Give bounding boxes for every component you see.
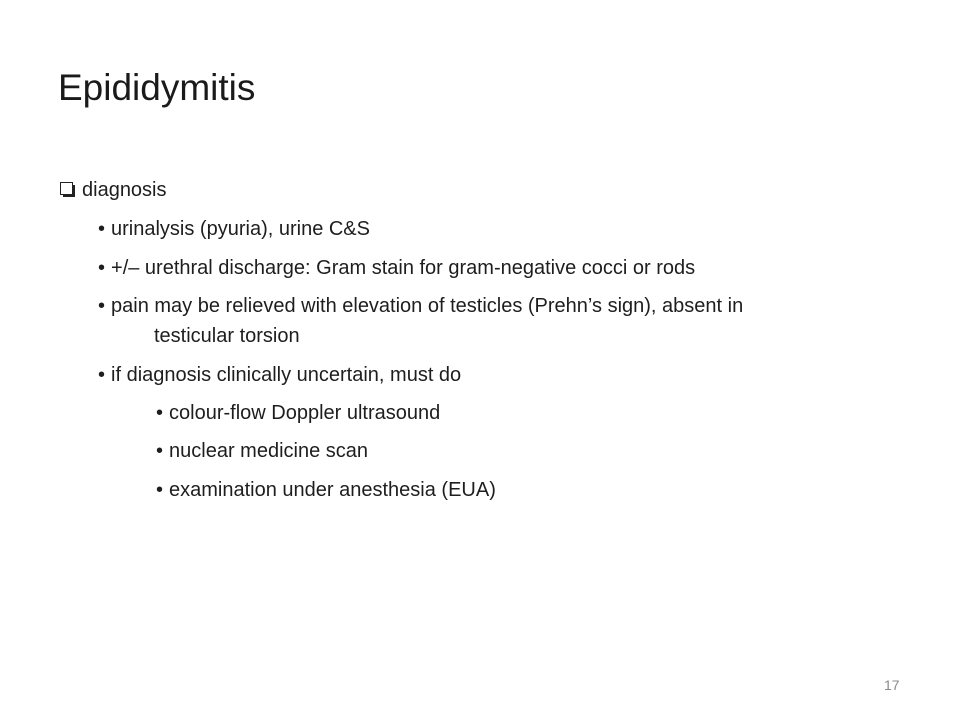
list-item	[98, 293, 743, 319]
list-item	[98, 362, 461, 388]
bullet-dot-icon: •	[98, 218, 106, 240]
list-item	[98, 255, 695, 281]
list-item-text: pain may be relieved with elevation of testicles (Prehn’s sign), absent in	[111, 295, 744, 317]
bullet-dot-icon: •	[98, 295, 106, 317]
list-item-text: if diagnosis clinically uncertain, must do	[111, 364, 462, 386]
bullet-dot-icon: •	[156, 440, 164, 462]
list-item-text: +/– urethral discharge: Gram stain for gram-negative cocci or rods	[111, 257, 696, 279]
sub-list-item-text: colour-flow Doppler ultrasound	[169, 402, 441, 424]
section-heading-label: diagnosis	[82, 179, 167, 201]
checkbox-bullet-icon	[60, 182, 75, 197]
bullet-dot-icon: •	[98, 257, 106, 279]
bullet-dot-icon: •	[156, 402, 164, 424]
section-heading	[60, 177, 167, 203]
list-item-text: urinalysis (pyuria), urine C&S	[111, 218, 370, 240]
slide-title: Epididymitis	[58, 67, 256, 108]
list-item	[98, 216, 370, 242]
sub-list-item	[156, 438, 368, 464]
sub-list-item-text: examination under anesthesia (EUA)	[169, 479, 496, 501]
sub-list-item-text: nuclear medicine scan	[169, 440, 369, 462]
bullet-dot-icon: •	[156, 479, 164, 501]
page-number: 17	[884, 677, 900, 693]
sub-list-item	[156, 477, 496, 503]
sub-list-item	[156, 400, 440, 426]
bullet-dot-icon: •	[98, 364, 106, 386]
list-item-continuation: testicular torsion	[154, 325, 300, 347]
